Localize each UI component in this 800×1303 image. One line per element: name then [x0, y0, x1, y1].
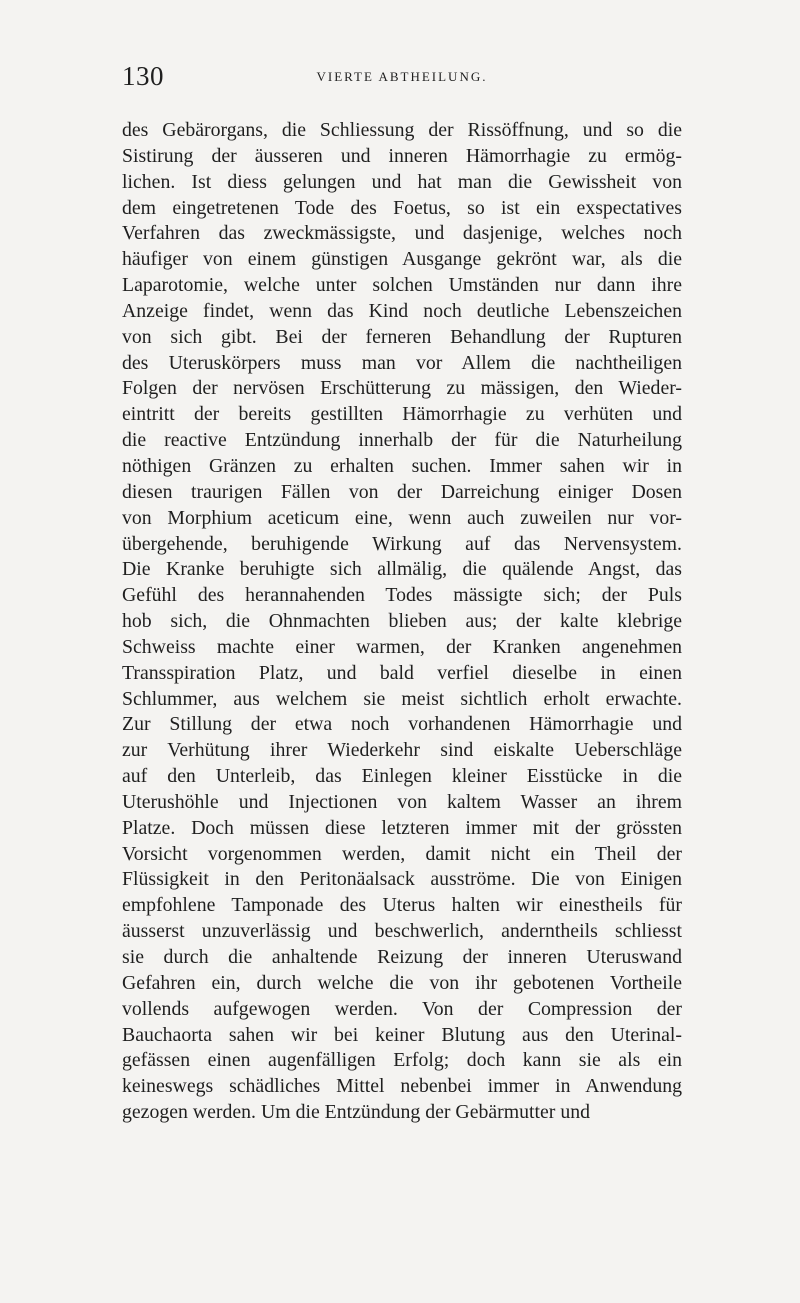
text-line: diesen traurigen Fällen von der Darreichung einiger Dosen — [122, 480, 682, 503]
text-line: Gefühl des herannahenden Todes mässigte sich; der Puls — [122, 584, 682, 607]
text-line: empfohlene Tamponade des Uterus halten wir einestheils für — [122, 894, 682, 917]
text-line: Sistirung der äusseren und inneren Hämorrhagie zu ermög- — [122, 144, 682, 167]
text-line: gefässen einen augenfälligen Erfolg; doch kann sie als ein — [122, 1049, 682, 1072]
text-line: vollends aufgewogen werden. Von der Compression der — [122, 997, 682, 1020]
text-line: die reactive Entzündung innerhalb der für die Naturheilung — [122, 429, 682, 452]
text-line: Zur Stillung der etwa noch vorhandenen Hämorrhagie und — [122, 713, 682, 736]
text-line: dem eingetretenen Tode des Foetus, so ist ein exspectatives — [122, 196, 682, 219]
text-line: von sich gibt. Bei der ferneren Behandlung der Rupturen — [122, 325, 682, 348]
text-line: Transspiration Platz, und bald verfiel dieselbe in einen — [122, 661, 682, 684]
text-line: des Gebärorgans, die Schliessung der Rissöffnung, und so die — [122, 119, 682, 141]
text-line: Uterushöhle und Injectionen von kaltem Wasser an ihrem — [122, 790, 682, 813]
text-line: Platze. Doch müssen diese letzteren immer mit der grössten — [122, 816, 682, 839]
text-line: übergehende, beruhigende Wirkung auf das Nervensystem. — [122, 532, 682, 555]
text-line: Schweiss machte einer warmen, der Kranken angenehmen — [122, 635, 682, 658]
text-line: Die Kranke beruhigte sich allmälig, die quälende Angst, das — [122, 558, 682, 581]
text-line: Flüssigkeit in den Peritonäalsack ausströme. Die von Einigen — [122, 868, 682, 891]
text-line: auf den Unterleib, das Einlegen kleiner Eisstücke in die — [122, 765, 682, 788]
text-line: Folgen der nervösen Erschütterung zu mässigen, den Wieder- — [122, 377, 682, 400]
text-line: nöthigen Gränzen zu erhalten suchen. Immer sahen wir in — [122, 454, 682, 477]
text-line: Laparotomie, welche unter solchen Umständen nur dann ihre — [122, 274, 682, 297]
text-line: Gefahren ein, durch welche die von ihr gebotenen Vortheile — [122, 971, 682, 994]
text-line: sie durch die anhaltende Reizung der inneren Uteruswand — [122, 946, 682, 968]
running-head: VIERTE ABTHEILUNG. — [316, 69, 488, 84]
text-line: Bauchaorta sahen wir bei keiner Blutung aus den Uterinal- — [122, 1023, 682, 1046]
text-line: des Uteruskörpers muss man vor Allem die nachtheiligen — [122, 351, 682, 374]
text-line: Verfahren das zweckmässigste, und dasjenige, welches noch — [122, 222, 682, 245]
page-number: 130 — [122, 61, 164, 91]
text-line: lichen. Ist diess gelungen und hat man die Gewissheit von — [122, 170, 682, 193]
text-line: eintritt der bereits gestillten Hämorrhagie zu verhüten und — [122, 403, 682, 426]
text-line: Vorsicht vorgenommen werden, damit nicht ein Theil der — [122, 842, 682, 865]
text-line: häufiger von einem günstigen Ausgange gekrönt war, als die — [122, 248, 682, 271]
text-line: äusserst unzuverlässig und beschwerlich, anderntheils schliesst — [122, 920, 682, 943]
text-line: Anzeige findet, wenn das Kind noch deutliche Lebenszeichen — [122, 299, 682, 322]
body-text — [122, 118, 682, 1126]
text-line: keineswegs schädliches Mittel nebenbei immer in Anwendung — [122, 1075, 682, 1098]
text-line: Schlummer, aus welchem sie meist sichtlich erholt erwachte. — [122, 687, 682, 710]
text-line: gezogen werden. Um die Entzündung der Gebärmutter und — [122, 1101, 590, 1124]
text-line: von Morphium aceticum eine, wenn auch zuweilen nur vor- — [122, 506, 682, 529]
text-line: hob sich, die Ohnmachten blieben aus; der kalte klebrige — [122, 610, 682, 633]
text-line: zur Verhütung ihrer Wiederkehr sind eiskalte Ueberschläge — [122, 739, 682, 762]
page-header — [122, 56, 682, 96]
